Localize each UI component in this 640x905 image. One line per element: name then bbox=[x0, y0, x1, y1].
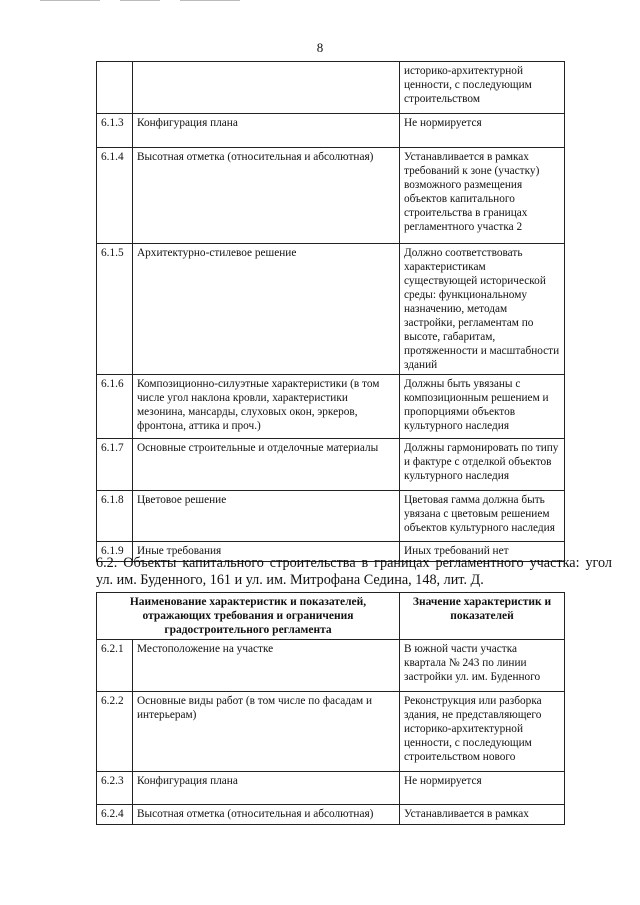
table-row bbox=[97, 114, 565, 148]
requirements-table-6-2 bbox=[96, 592, 565, 825]
table-row bbox=[97, 148, 565, 244]
row-characteristic: Конфигурация плана bbox=[133, 114, 400, 148]
row-value: Должны гармонировать по типу и фактуре с отделкой объектов культурного наследия bbox=[400, 439, 565, 491]
table-row bbox=[97, 439, 565, 491]
row-number: 6.2.2 bbox=[97, 692, 133, 772]
row-number: 6.1.7 bbox=[97, 439, 133, 491]
section-heading-6-2: 6.2. Объекты капитального строительства в границах регламентного участка: угол ул. им. Буденного, 161 и ул. им. Митрофана Седина, 148, лит. Д. bbox=[96, 555, 612, 588]
table-row bbox=[97, 692, 565, 772]
row-number: 6.1.8 bbox=[97, 491, 133, 542]
row-value: Должны быть увязаны с композиционным решением и пропорциями объектов культурного наследия bbox=[400, 375, 565, 439]
row-number: 6.2.4 bbox=[97, 805, 133, 825]
row-characteristic bbox=[133, 62, 400, 114]
row-characteristic: Композиционно-силуэтные характеристики (в том числе угол наклона кровли, характеристики мезонина, мансарды, слуховых окон, эркеров, фронтона, аттика и проч.) bbox=[133, 375, 400, 439]
table-row bbox=[97, 375, 565, 439]
row-characteristic: Высотная отметка (относительная и абсолютная) bbox=[133, 805, 400, 825]
row-number: 6.1.4 bbox=[97, 148, 133, 244]
table-row bbox=[97, 805, 565, 825]
row-characteristic: Архитектурно-стилевое решение bbox=[133, 244, 400, 375]
row-value: Устанавливается в рамках bbox=[400, 805, 565, 825]
column-header-characteristic: Наименование характеристик и показателей, отражающих требования и ограничения градостроительного регламента bbox=[97, 593, 400, 640]
row-value: Не нормируется bbox=[400, 772, 565, 805]
row-value: Реконструкция или разборка здания, не представляющего историко-архитектурной ценности, с последующим строительством нового bbox=[400, 692, 565, 772]
table-row bbox=[97, 772, 565, 805]
table-row bbox=[97, 640, 565, 692]
row-characteristic: Конфигурация плана bbox=[133, 772, 400, 805]
table-row bbox=[97, 244, 565, 375]
row-number: 6.1.3 bbox=[97, 114, 133, 148]
row-characteristic: Высотная отметка (относительная и абсолютная) bbox=[133, 148, 400, 244]
row-characteristic: Основные строительные и отделочные материалы bbox=[133, 439, 400, 491]
table-row bbox=[97, 491, 565, 542]
requirements-table-6-1 bbox=[96, 61, 565, 562]
row-number: 6.2.3 bbox=[97, 772, 133, 805]
row-value: Иных требований нет bbox=[400, 542, 565, 562]
table-header-row bbox=[97, 593, 565, 640]
page-number: 8 bbox=[316, 40, 324, 55]
row-number: 6.1.6 bbox=[97, 375, 133, 439]
row-value: Цветовая гамма должна быть увязана с цветовым решением объектов культурного наследия bbox=[400, 491, 565, 542]
row-characteristic: Цветовое решение bbox=[133, 491, 400, 542]
row-value: В южной части участка квартала № 243 по линии застройки ул. им. Буденного bbox=[400, 640, 565, 692]
row-number: 6.1.5 bbox=[97, 244, 133, 375]
row-number bbox=[97, 62, 133, 114]
row-value: Должно соответствовать характеристикам существующей исторической среды: функциональному назначению, методам застройки, регламентам по высоте, габаритам, протяженности и масштабности зданий bbox=[400, 244, 565, 375]
row-characteristic: Местоположение на участке bbox=[133, 640, 400, 692]
row-value: историко-архитектурной ценности, с последующим строительством bbox=[400, 62, 565, 114]
row-number: 6.1.9 bbox=[97, 542, 133, 562]
table-row bbox=[97, 62, 565, 114]
row-value: Не нормируется bbox=[400, 114, 565, 148]
row-characteristic: Основные виды работ (в том числе по фасадам и интерьерам) bbox=[133, 692, 400, 772]
row-characteristic: Иные требования bbox=[133, 542, 400, 562]
column-header-value: Значение характеристик и показателей bbox=[400, 593, 565, 640]
row-value: Устанавливается в рамках требований к зоне (участку) возможного размещения объектов капитального строительства в границах регламентного участка 2 bbox=[400, 148, 565, 244]
row-number: 6.2.1 bbox=[97, 640, 133, 692]
